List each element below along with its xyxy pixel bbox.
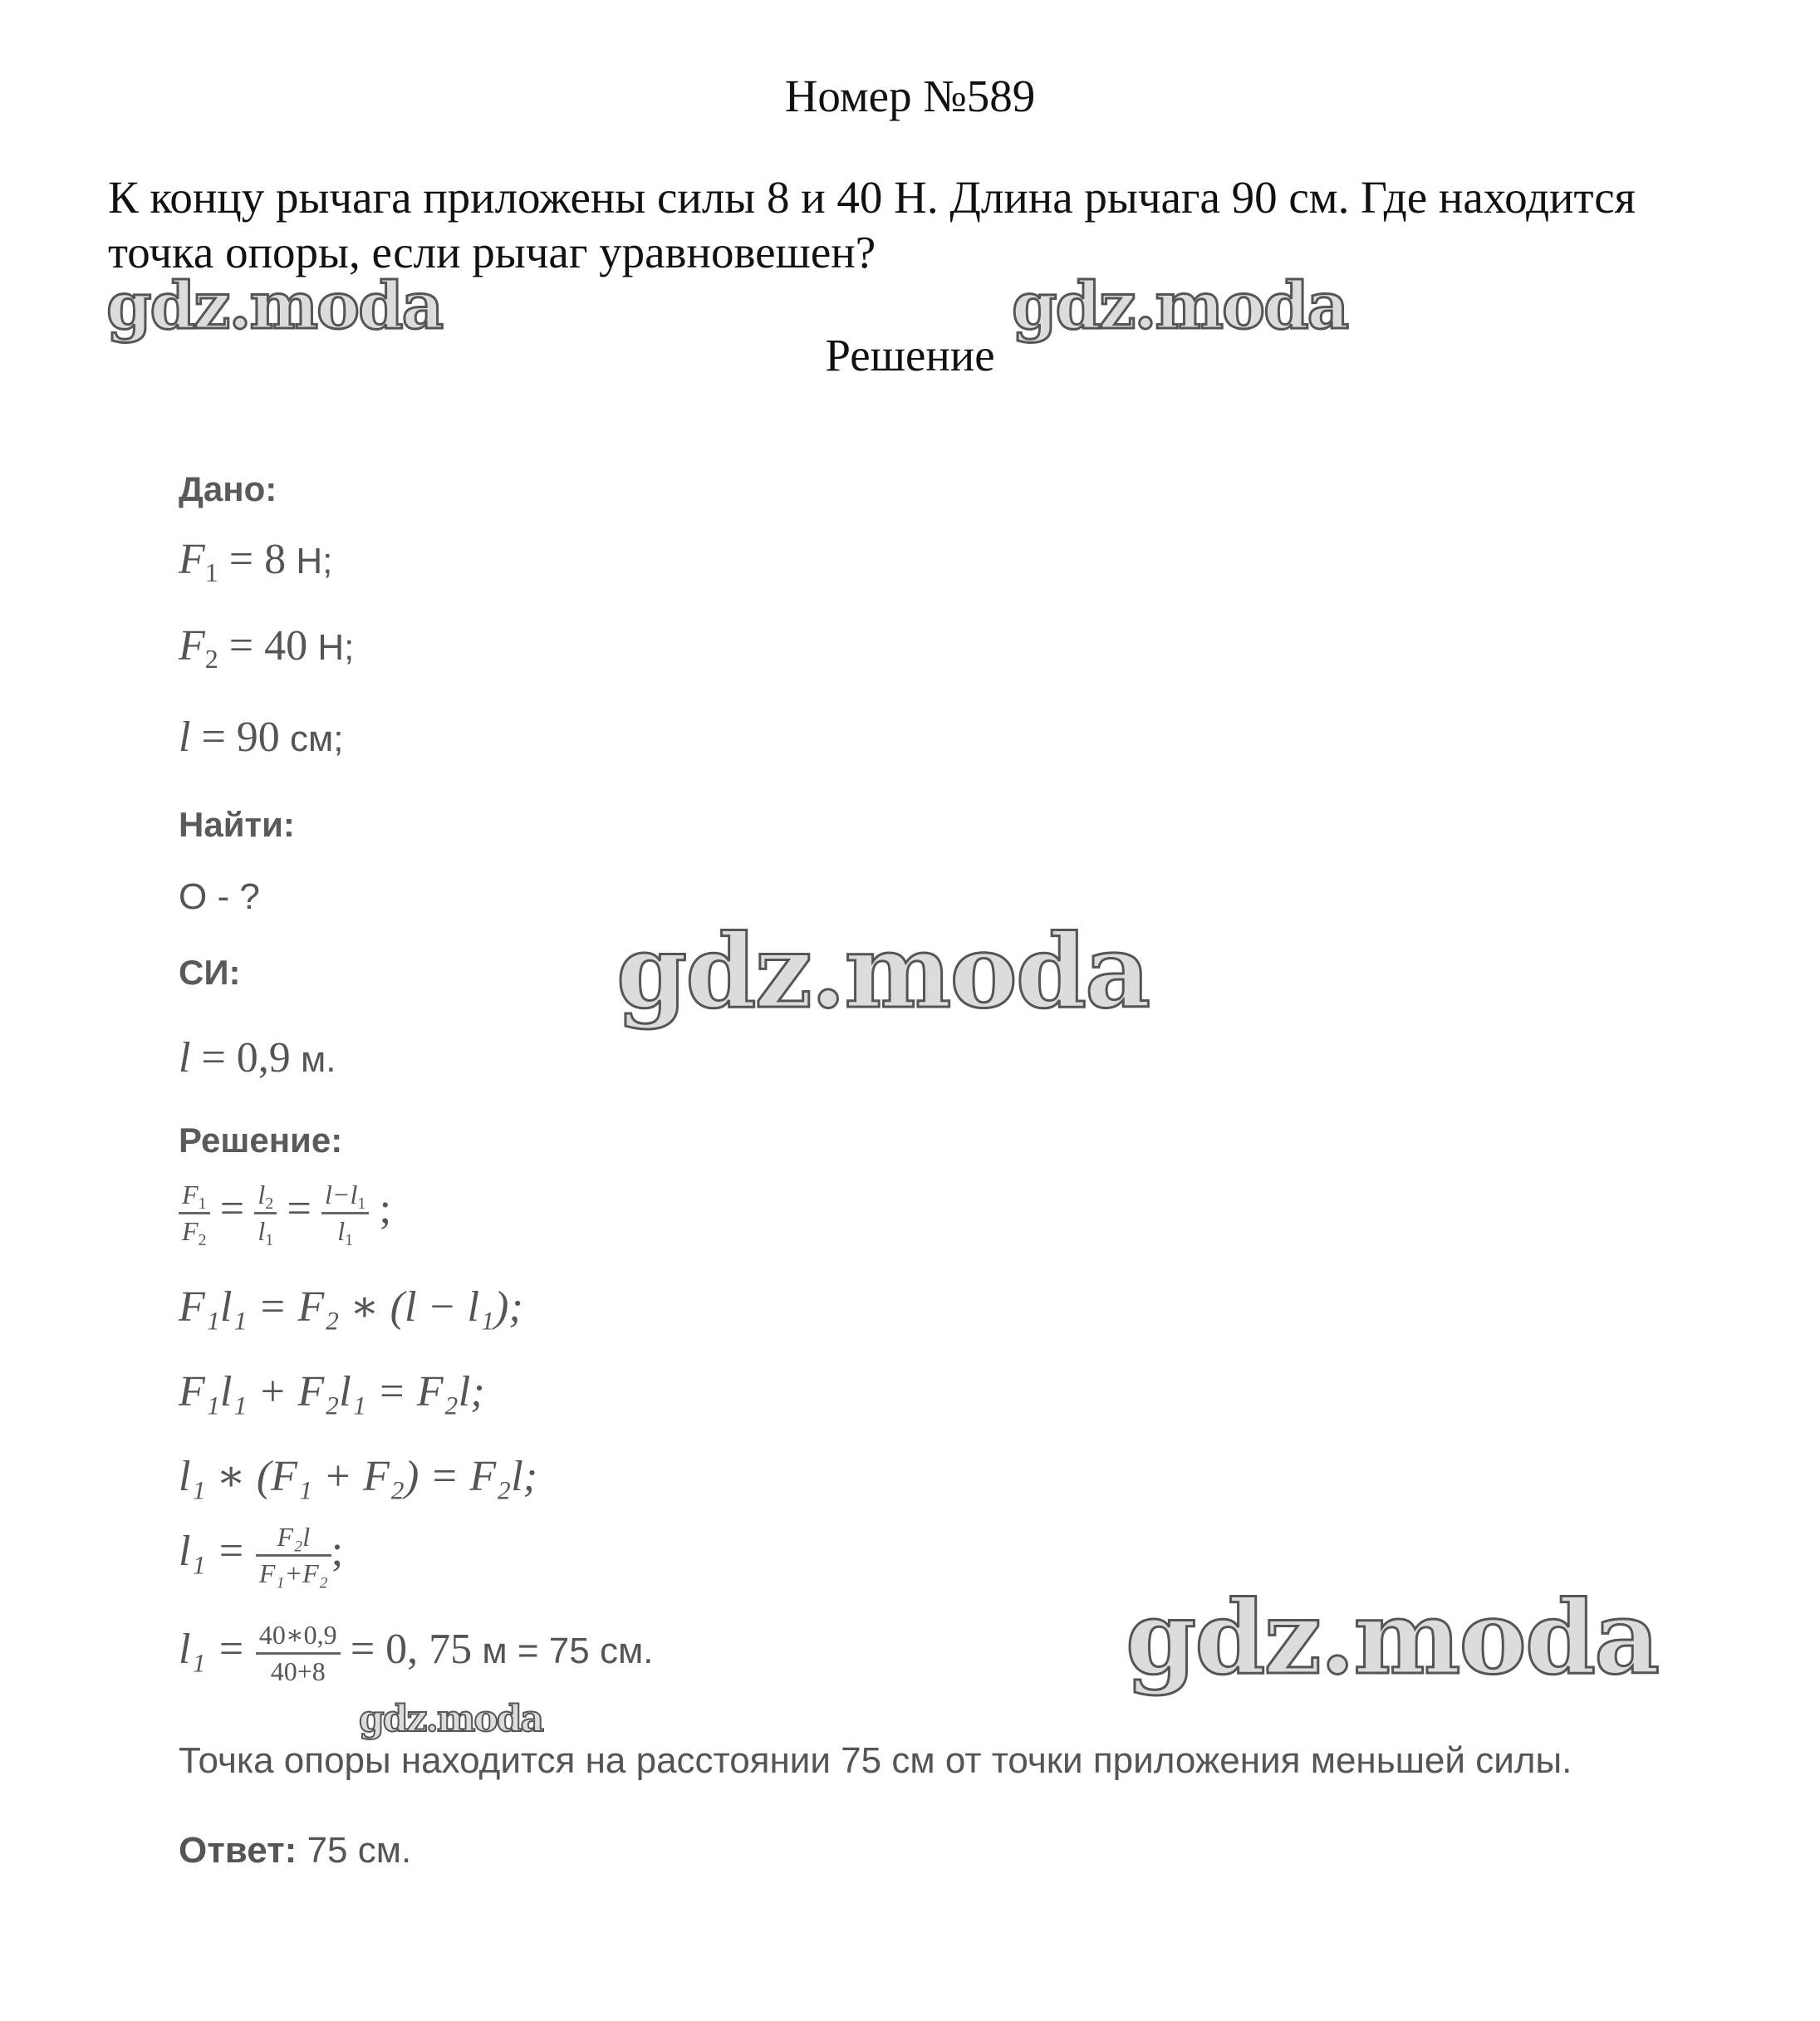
task-text: К концу рычага приложены силы 8 и 40 Н. Длина рычага 90 см. Где находится точка опоры, если рычаг уравновешен?: [108, 172, 1636, 277]
fraction-l1-value: $\frac{40∗0,9}{40+8}$: [256, 1620, 341, 1687]
equation-l1-formula: l₁ = $\frac{\text{F₂l}}{\text{F₁+F₂}}$ ;: [179, 1522, 344, 1588]
equation-ratio: $\frac{F_1}{F_2}$ = $\frac{l_2}{l_1}$ = $\frac{l-l_1}{l_1}$ ;: [179, 1180, 391, 1247]
find-label: Найти:: [179, 805, 295, 844]
given-f2: $F_2 = 40$ Н;: [179, 622, 355, 674]
answer-label: Ответ:: [179, 1830, 297, 1871]
fraction-l1-formula: $\frac{\text{F₂l}}{\text{F₁+F₂}}$: [256, 1522, 331, 1589]
watermark-top-right: gdz.moda: [1012, 268, 1348, 344]
solution-label: Решение:: [179, 1121, 343, 1160]
equation-l1-value: l₁ = $\frac{40∗0,9}{40+8}$ = 0, 75 м = 75 см.: [179, 1620, 654, 1686]
equation-factor: l₁ ∗ (F₁ + F₂) = F₂l;: [179, 1453, 537, 1500]
given-f1: $F_1 = 8$ Н;: [179, 536, 333, 587]
watermark-center: gdz.moda: [616, 911, 1150, 1031]
equation-sum: F₁l₁ + F₂l₁ = F₂l;: [179, 1368, 485, 1415]
watermark-bottom-right: gdz.moda: [1126, 1577, 1659, 1697]
watermark-small: gdz.moda: [359, 1698, 543, 1740]
fraction-arms: $\frac{l_2}{l_1}$: [254, 1180, 277, 1247]
given-label: Дано:: [179, 469, 277, 508]
watermark-top-left: gdz.moda: [106, 268, 443, 344]
answer-line: [179, 1832, 411, 1869]
given-length: l = 90 см;: [179, 714, 344, 761]
conclusion-text: Точка опоры находится на расстоянии 75 см от точки приложения меньшей силы.: [179, 1740, 1572, 1781]
solution-title: Решение: [825, 330, 995, 380]
document-title: Номер №589: [784, 71, 1036, 121]
answer-value: 75 см.: [297, 1830, 412, 1871]
find-value: О - ?: [179, 876, 260, 917]
fraction-length-diff: $\frac{l-l_1}{l_1}$: [321, 1180, 369, 1247]
equation-moments: F₁l₁ = F₂ ∗ (l − l₁);: [179, 1283, 523, 1331]
si-value: l = 0,9 м.: [179, 1034, 336, 1082]
fraction-forces: $\frac{F_1}{F_2}$: [179, 1180, 210, 1247]
si-label: СИ:: [179, 953, 241, 992]
